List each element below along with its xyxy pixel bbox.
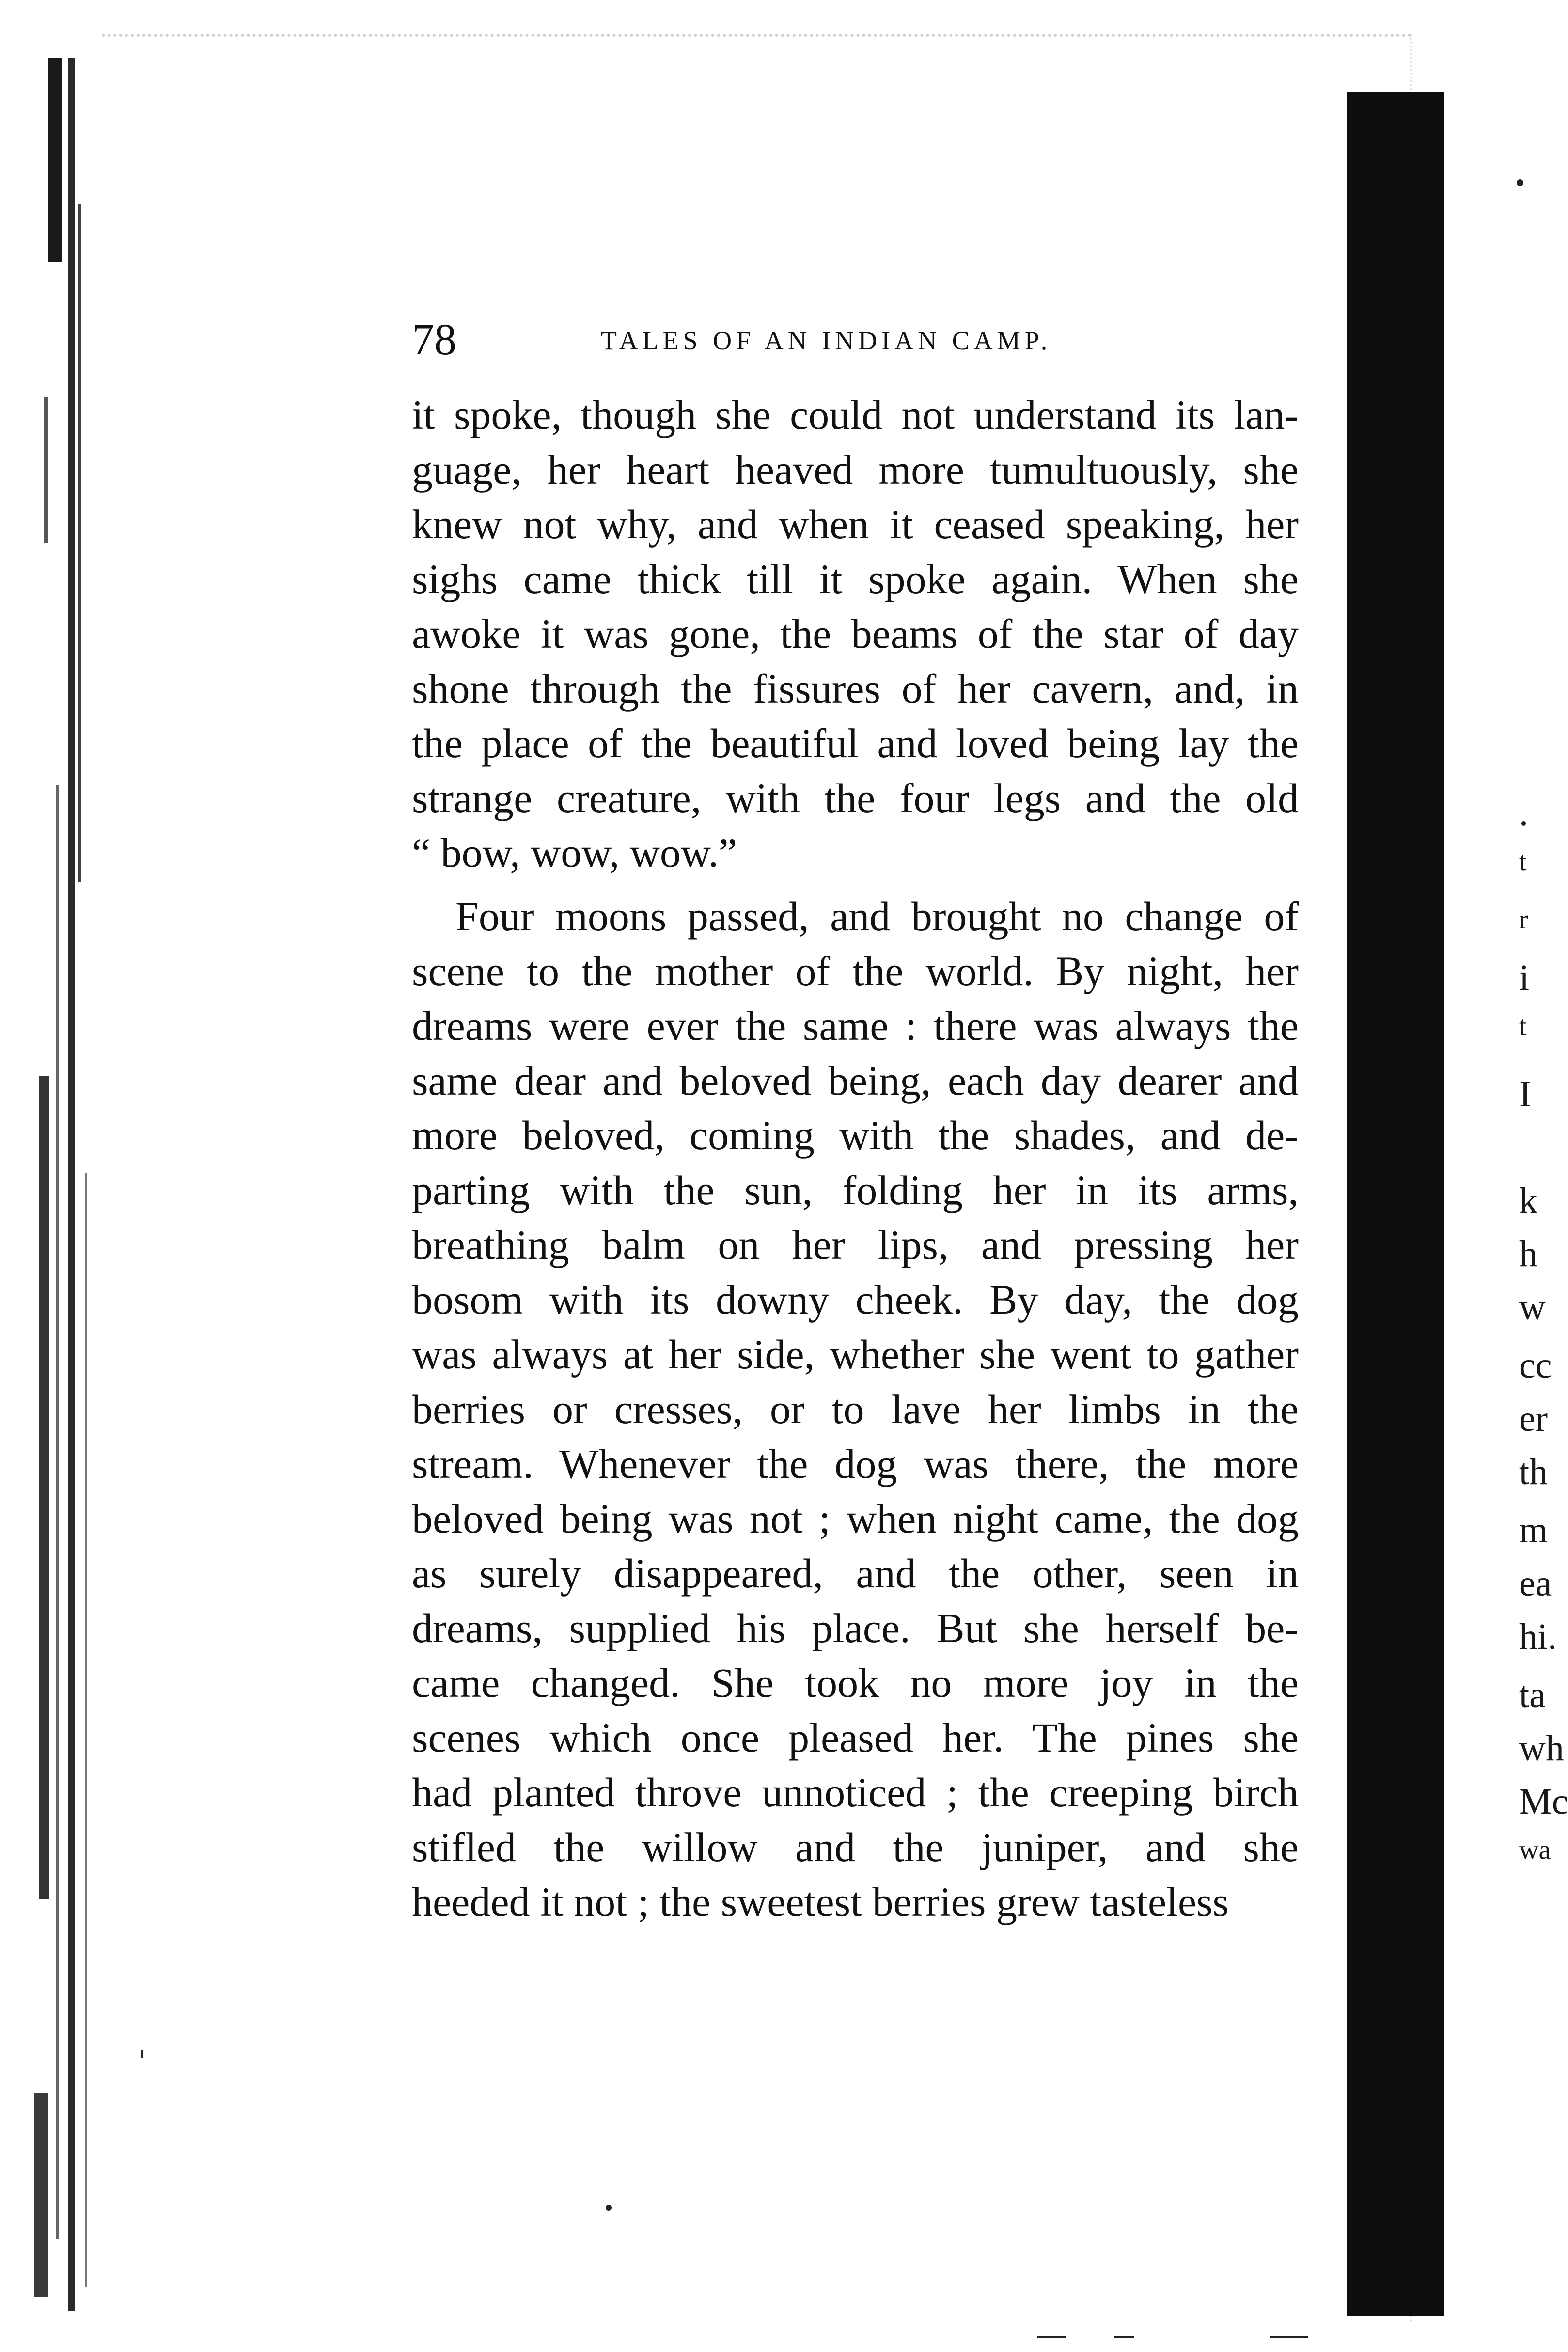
facing-fragment: h (1519, 1234, 1537, 1274)
facing-fragment: m (1519, 1510, 1548, 1551)
facing-fragment: er (1519, 1398, 1548, 1439)
left-binding-shadow (29, 58, 102, 2336)
facing-fragment: t (1519, 1011, 1527, 1041)
facing-fragment: cc (1519, 1345, 1552, 1386)
facing-fragment: r (1519, 905, 1528, 935)
text-line: bosom with its downy cheek. By day, the dog (412, 1276, 1299, 1323)
facing-fragment: t (1519, 847, 1527, 877)
text-line: stifled the willow and the juniper, and she (412, 1824, 1299, 1870)
page-number: 78 (412, 314, 456, 364)
text-line: “ bow, wow, wow.” (412, 830, 737, 876)
text-line: dreams were ever the same : there was always the (412, 1003, 1299, 1049)
text-line: berries or cresses, or to lave her limbs in the (412, 1386, 1299, 1432)
text-line: heeded it not ; the sweetest berries grew tasteless (412, 1879, 1229, 1925)
facing-fragment: hi. (1519, 1616, 1557, 1657)
text-line: more beloved, coming with the shades, and de- (412, 1112, 1299, 1159)
scan-speck (1517, 179, 1523, 186)
facing-fragment: Mc (1519, 1781, 1568, 1822)
facing-fragment: . (1519, 793, 1528, 833)
text-line: beloved being was not ; when night came, the dog (412, 1495, 1299, 1542)
text-line: scenes which once pleased her. The pines she (412, 1714, 1299, 1761)
facing-page-fragments (1471, 0, 1568, 2352)
scan-speck (1037, 2336, 1066, 2338)
body-text (412, 388, 1299, 1929)
scan-speck (1114, 2336, 1134, 2338)
running-head-title: TALES OF AN INDIAN CAMP. (601, 326, 1052, 355)
text-line: came changed. She took no more joy in the (412, 1660, 1299, 1706)
text-line: as surely disappeared, and the other, seen in (412, 1550, 1299, 1597)
facing-fragment: i (1519, 957, 1530, 998)
text-line: same dear and beloved being, each day dearer and (412, 1057, 1299, 1104)
text-line: awoke it was gone, the beams of the star of day (412, 611, 1299, 657)
text-line: scene to the mother of the world. By night, her (412, 948, 1299, 994)
text-line: stream. Whenever the dog was there, the more (412, 1441, 1299, 1487)
scan-speck (1270, 2336, 1308, 2338)
facing-fragment: w (1519, 1287, 1546, 1328)
paragraph-1 (412, 388, 1299, 880)
facing-fragment: k (1519, 1180, 1537, 1221)
facing-fragment: ta (1519, 1675, 1546, 1715)
text-line: guage, her heart heaved more tumultuously, she (412, 446, 1299, 493)
text-line: the place of the beautiful and loved being lay the (412, 720, 1299, 767)
text-line: was always at her side, whether she went to gather (412, 1331, 1299, 1378)
text-line: breathing balm on her lips, and pressing her (412, 1222, 1299, 1268)
text-line: Four moons passed, and brought no change of (455, 893, 1299, 940)
facing-fragment: I (1519, 1074, 1532, 1114)
scan-speck (141, 2050, 143, 2058)
text-line: shone through the fissures of her cavern, and, in (412, 665, 1299, 712)
facing-fragment: wa (1519, 1835, 1551, 1865)
text-line: had planted throve unnoticed ; the creeping birch (412, 1769, 1299, 1816)
running-header (412, 313, 1299, 366)
text-line: knew not why, and when it ceased speaking, her (412, 501, 1299, 548)
text-line: parting with the sun, folding her in its arms, (412, 1167, 1299, 1213)
paragraph-2 (412, 889, 1299, 1929)
text-line: it spoke, though she could not understand its lan- (412, 392, 1299, 438)
facing-fragment: wh (1519, 1728, 1564, 1769)
right-gutter-shadow (1347, 92, 1444, 2316)
facing-fragment: ea (1519, 1563, 1552, 1604)
text-line: strange creature, with the four legs and the old (412, 775, 1299, 821)
text-line: dreams, supplied his place. But she herself be- (412, 1605, 1299, 1651)
text-line: sighs came thick till it spoke again. When she (412, 556, 1299, 602)
scan-speck (606, 2205, 612, 2211)
facing-fragment: th (1519, 1452, 1548, 1492)
